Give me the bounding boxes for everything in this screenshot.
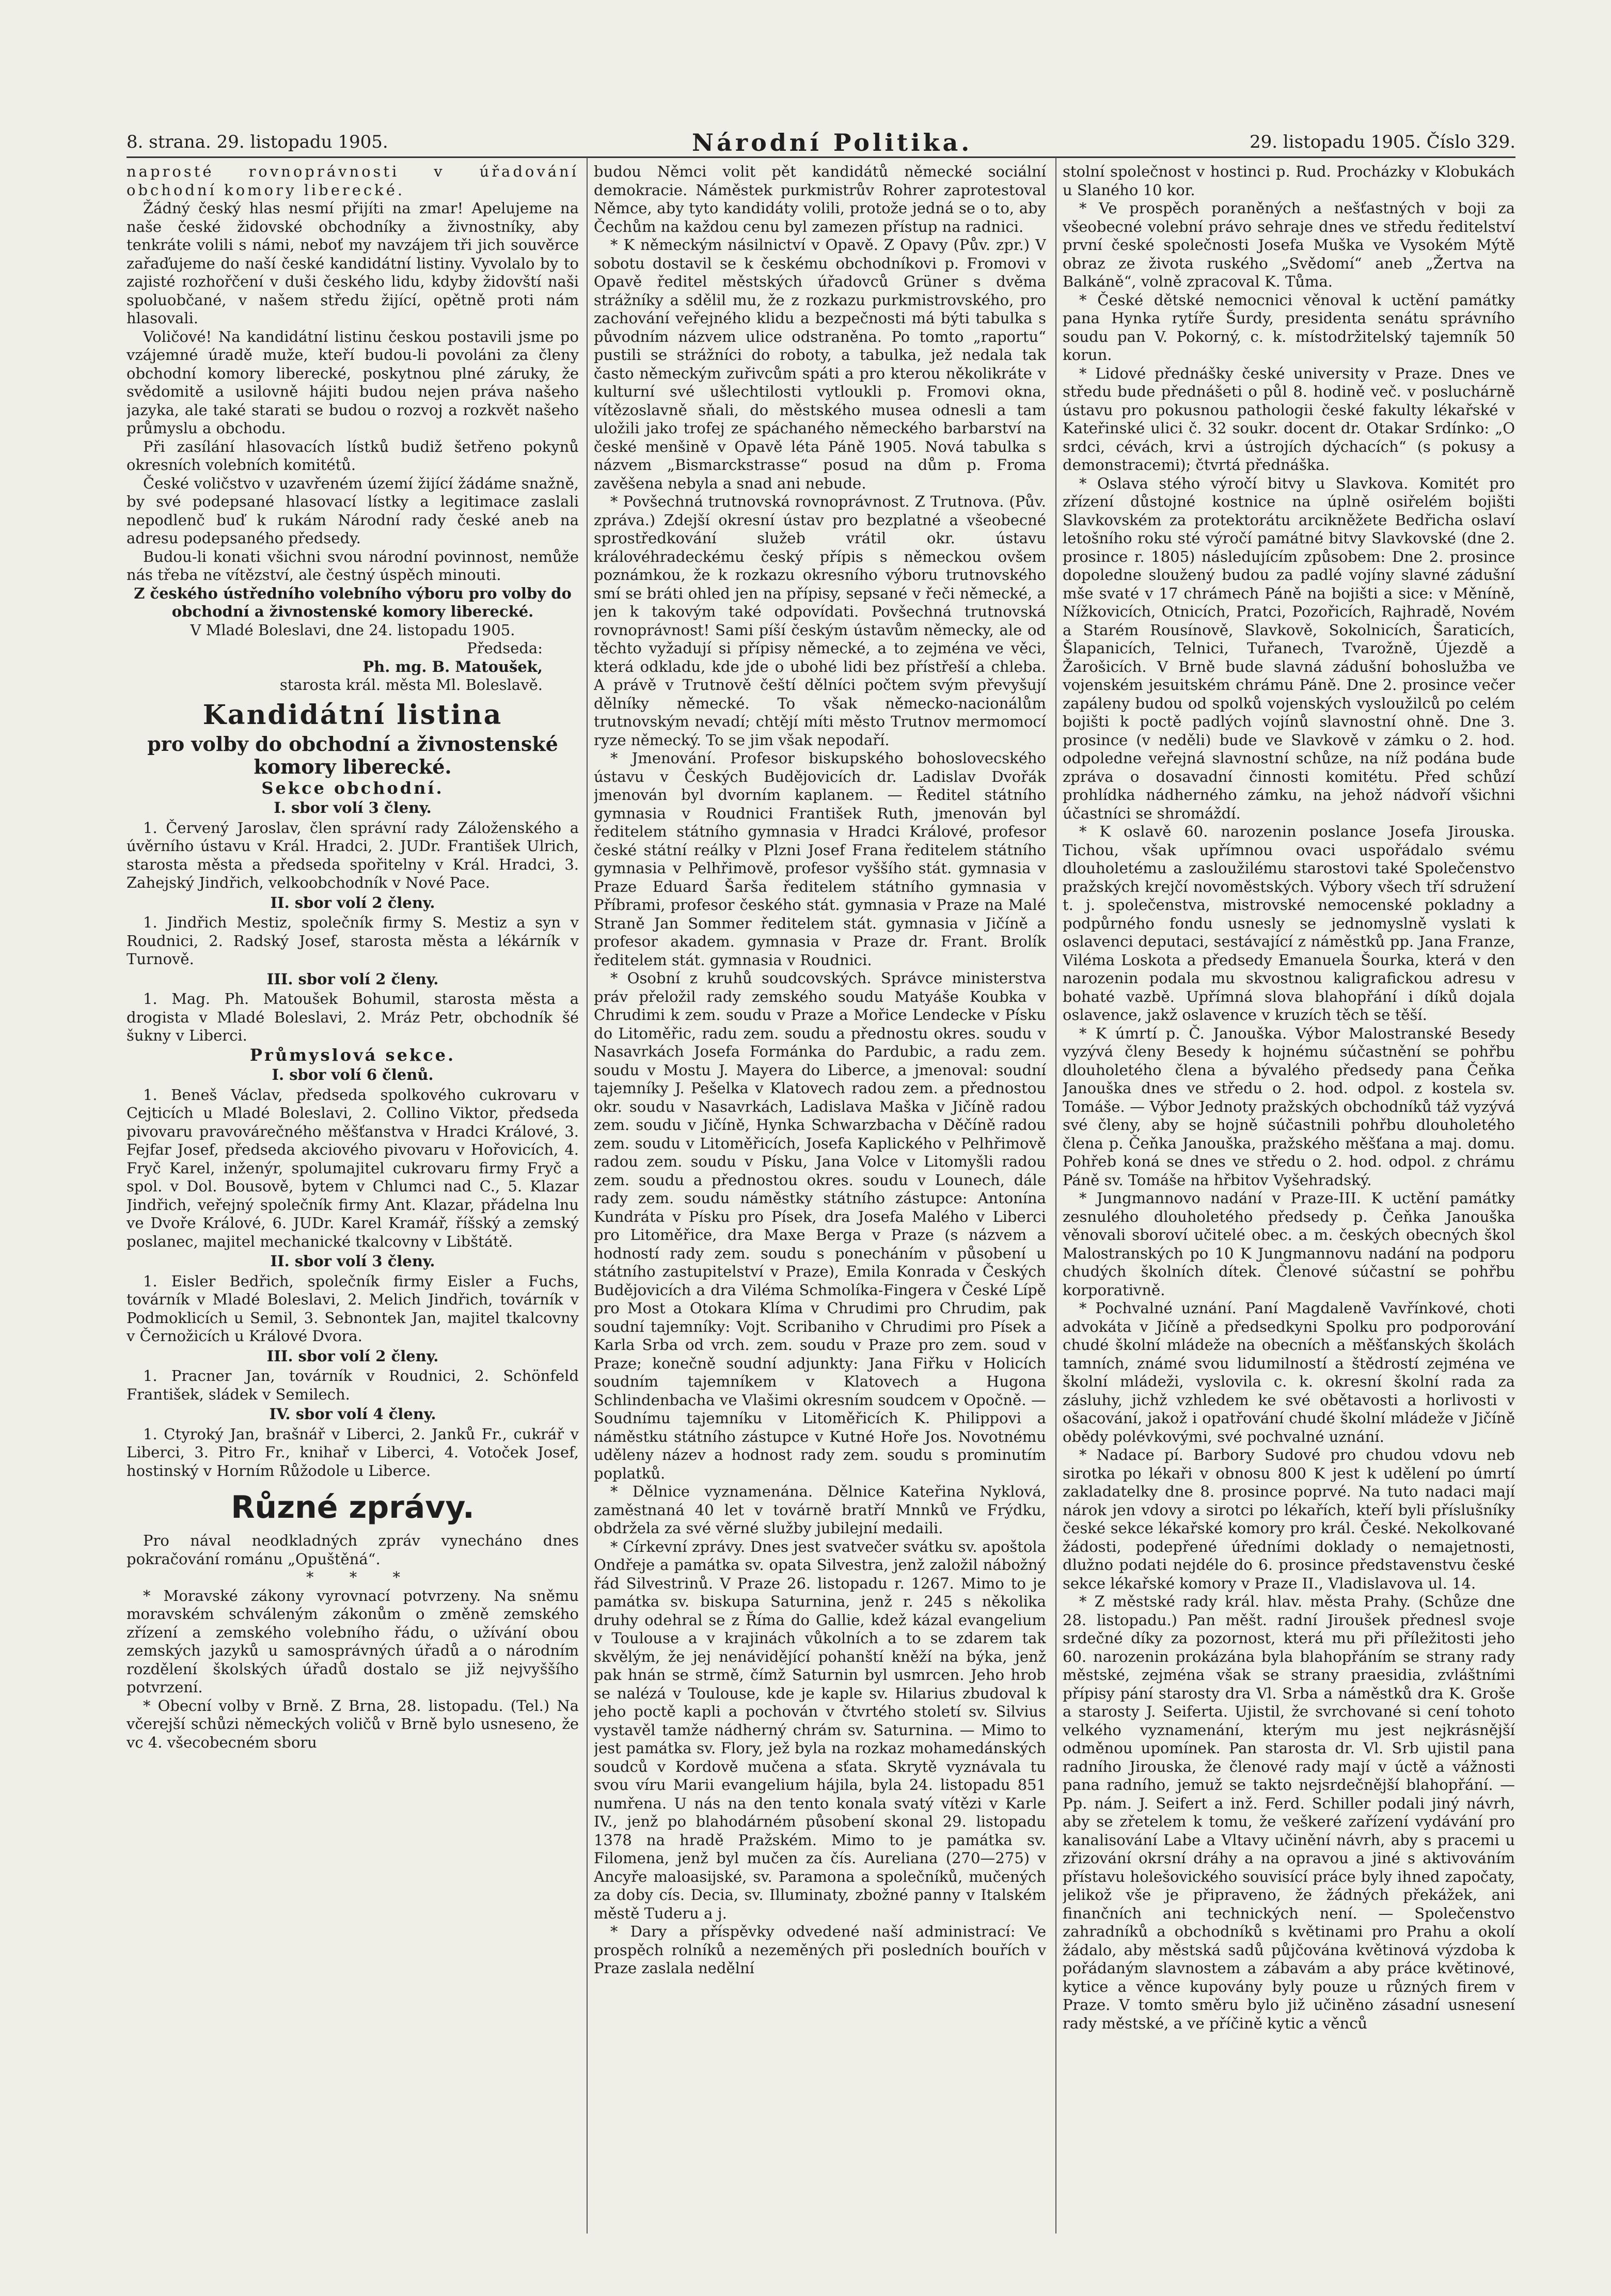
news-item: * Dělnice vyznamenána. Dělnice Kateřina Nyklová, zaměstnaná 40 let v továrně bratří Mnnků ve Frýdku, obdržela za své věrné služby jubilejní medaili. [594,1483,1046,1537]
paragraph: Pro nával neodkladných zpráv vynecháno dnes pokračování románu „Opuštěná“. [127,1532,579,1568]
paragraph: Při zasílání hlasovacích lístků budiž šetřeno pokynů okresních volebních komitétů. [127,437,579,474]
header-right: 29. listopadu 1905. Číslo 329. [1249,132,1515,152]
news-item: * Obecní volby v Brně. Z Brna, 28. listopadu. (Tel.) Na včerejší schůzi německých voličů v Brně bylo usneseno, že vc 4. všecobecném sboru [127,1696,579,1751]
group-heading: III. sbor volí 2 členy. [266,1347,439,1365]
news-item: * Nadace pí. Barbory Sudové pro chudou vdovu neb sirotka po lékaři v obnosu 800 K jest k udělení po úmrtí zakladatelky dne 8. prosince poprvé. Na tuto nadaci mají nárok jen vdovy a sirotci po lékařích, kteří byli příslušníky české sekce lékařské komory pro král. České. Nekolkované žádosti, podepřené úředními doklady o nemajetnosti, dlužno podati nejdéle do 6. prosince představenstvu české sekce lékařské komory v Praze II., Vladislavova ul. 14. [1063,1446,1515,1592]
committee-line: Z českého ústředního volebního výboru pro volby do obchodní a živnostenské komory liberecké. [134,584,572,620]
dateline: V Mladé Boleslavi, dne 24. listopadu 1905. [190,621,515,639]
group-heading: I. sbor volí 3 členy. [274,799,432,816]
paragraph: Žádný český hlas nesmí přijíti na zmar! Apelujeme na naše české židovské obchodníky a živnostníky, aby tenkráte volili s námi, neboť my navzájem tři jich souvěrce zařaďujeme do naší české kandidátní listiny. Vyvolalo by to zajisté rozhořčení v duši českého lidu, kdyby židovští naši spoluobčané, v našem středu žijící, opětně proti nám hlasovali. [127,199,579,327]
section-heading: Sekce obchodní. [261,778,444,798]
column-rule-1 [587,158,588,2234]
separator-stars: * * * [306,1568,416,1586]
header-left: 8. strana. 29. listopadu 1905. [127,132,388,152]
news-item: * K úmrtí p. Č. Janouška. Výbor Malostranské Besedy vyzývá členy Besedy k hojnému súčastnění se pohřbu dlouholetého člena a bývalého předsedy pana Čeňka Janouška dnes ve středu o 2. hod. odpol. z kostela sv. Tomáše. — Výbor Jednoty pražských obchodníků táž vyzývá své členy, aby se hojně súčastnili pohřbu dlouholetého člena p. Čeňka Janouška, pražského měšťana a maj. domu. Pohřeb koná se dnes ve středu o 2. hod. odpol. z chrámu Páně sv. Tomáše na hřbitov Vyšehradský. [1063,1024,1515,1189]
section-heading: Průmyslová sekce. [249,1045,456,1065]
news-item: * K německým násilnictví v Opavě. Z Opavy (Pův. zpr.) V sobotu dostavil se k českému obchodníkovi p. Fromovi v Opavě ředitel městských úřadovců Grüner s dvěma strážníky a sdělil mu, že z rozkazu purkmistrovského, pro zachování veřejného klidu a bezpečnosti má býti tabulka s původním názvem ulice odstraněna. Po tomto „raportu“ pustili se strážníci do roboty, a tabulka, jež nedala tak často německým zuřivcům spáti a pro kterou několikráte v kulturní své ušlechtilosti vytloukli p. Fromovi okna, vítězoslavně sňali, do městského musea odnesli a tam uložili jako trofej ze spáchaného německého barbarství na české menšině v Opavě léta Páně 1905. Nová tabulka s názvem „Bismarckstrasse“ posud na dům p. Froma zavěšena nebyla a snad ani nebude. [594,236,1046,492]
paragraph: stolní společnost v hostinci p. Rud. Procházky v Klobukách u Slaného 10 kor. [1063,163,1515,199]
news-item: * Povšechná trutnovská rovnoprávnost. Z Trutnova. (Pův. zpráva.) Zdejší okresní ústav pro bezplatné a všeobecné sprostředkování služeb vrátil okr. ústavu královéhradeckému český přípis s německou ovšem poznámkou, že k rozkazu okresního výboru trutnovského smí se bráti ohled jen na přípisy, sepsané v řeči německé, a jen k takovým také odpovídati. Povšechná trutnovská rovnoprávnost! Sami píší českým ústavům německy, ale od těchto vyžadují si přípisy německé, a to zejména ve věci, která odkladu, kde jde o ubohé lidi bez přístřeší a chleba. A právě v Trutnově čeští dělníci počtem svým převyšují dělníky německé. To však německo-nacionálům trutnovským nevadí; chtějí míti město Trutnov mermomocí ryze německý. To se jim však nepodaří. [594,493,1046,749]
news-item: * Jmenování. Profesor biskupského bohoslovecského ústavu v Českých Budějovicích dr. Ladislav Dvořák jmenován byl dvorním kaplanem. — Ředitel státního gymnasia v Roudnici František Ruth, jmenován byl ředitelem státního gymnasia v Hradci Králové, profesor české státní reálky v Plzni Josef Frana ředitelem státního gymnasia v Pelhřimově, profesor vyššího stát. gymnasia v Praze Eduard Šarša ředitelem státního gymnasia v Příbrami, profesor českého stát. gymnasia v Praze na Malé Straně Jan Sommer ředitelem stát. gymnasia v Jičíně a profesor akadem. gymnasia v Praze dr. Frant. Brolík ředitelem stát. gymnasia v Roudnici. [594,749,1046,969]
news-item: * Dary a příspěvky odvedené naší administrací: Ve prospěch rolníků a nezeměných při posledních bouřích v Praze zaslala nedělní [594,1923,1046,1977]
candidate-list-subtitle: pro volby do obchodní a živnostenské komory liberecké. [147,732,558,778]
news-item: * Pochvalné uznání. Paní Magdaleně Vavřínkové, choti advokáta v Jičíně a předsedkyni Spolku pro podporování chudé školní mládeže na obecních a měšťanských školách tamních, známé svou lidumilností a štědrostí zejména ve školní mládeži, vyslovila c. k. okresní školní rada za zásluhy, jichž vzhledem ke své obětavosti a horlivosti v ošacování, jakož i opatřování chudé školní mládeže v Jičíně obědy polévkovými, své pochvalné uznání. [1063,1299,1515,1445]
paragraph: České voličstvo v uzavřeném území žijící žádáme snažně, by své podepsané hlasovací lístky a legitimace zaslali nepodlenč buď k rukám Národní rady české aneb na adresu podepsaného předsedy. [127,474,579,547]
header-rule [127,156,1515,158]
news-item: * Lidové přednášky české university v Praze. Dnes ve středu bude přednášeti o půl 8. hodině več. v posluchárně ústavu pro pokusnou pathologii české fakulty lékařské v Kateřinské ulici č. 32 soukr. docent dr. Otakar Srdínko: „O srdci, cévách, krvi a ústrojích dýchacích“ (s pokusy a demonstracemi); čtvrtá přednáška. [1063,364,1515,474]
news-item: * České dětské nemocnici věnoval k uctění památky pana Hynka rytíře Šurdy, presidenta senátu správního soudu pan V. Pokorný, c. k. místodržitelský tajemník 50 korun. [1063,291,1515,364]
group-heading: I. sbor volí 6 členů. [272,1066,434,1083]
news-item: * Z městské rady král. hlav. města Prahy. (Schůze dne 28. listopadu.) Pan měšt. radní Jiroušek přednesl svoje srdečné díky za pozornost, která mu při příležitosti jeho 60. narozenin prokázána byla blahopřáním se strany rady městské, zejména však se strany praesidia, zvláštními přípisy pání starosty dra Vl. Srba a náměstků dra K. Groše a starosty J. Seiferta. Ujistil, že svrchované si cení tohoto velkého vyznamenání, kterým mu jest nejkrásnější odměnou upomínek. Pan starosta dr. Vl. Srb ujistil pana radního Jirouska, že členové rady mají v úctě a vážnosti pana radního, jemuž se takto nejsrdečnější blahopřání. — Pp. nám. J. Seifert a inž. Ferd. Schiller podali jiný návrh, aby se zřetelem k tomu, že veškeré zařízení vydávání pro kanalisování Labe a Vltavy učinění návrh, aby s pracemi u zřizování okrsní dráhy a na opravou a jiné s aktivováním přístavu holešovického souvisící práce byly ihned započaty, jelikož vše je připraveno, že žádných překážek, ani finančních ani technických není. — Společenstvo zahradníků a obchodníků s květinami pro Prahu a okolí žádalo, aby městská sadů půjčována květinová výzdoba k pořádaným slavnostem a zábavám a aby práce květinové, kytice a věnce kupovány byly pouze u různých firem v Praze. V tomto směru bylo již učiněno zásadní usnesení rady městské, a ve příčině kytic a věnců [1063,1593,1515,2032]
group-heading: II. sbor volí 2 členy. [270,893,435,911]
column-3 [1063,163,1515,2234]
news-item: * Církevní zprávy. Dnes jest svatvečer svátku sv. apoštola Ondřeje a památka sv. opata Silvestra, jenž založil nábožný řád Silvestrinů. V Praze 26. listopadu r. 1267. Mimo to je památka sv. biskupa Saturnina, jenž r. 245 s několika druhy odehral se z Říma do Gallie, kdež kázal evangelium v Toulouse a v krajinách vůkolních a to se zdarem tak skvělým, že jej nenávidějící pohanští kněží na býka, jenž pak hnán se strmě, čímž Saturnin byl usmrcen. Jeho hrob se nalézá v Toulouse, kde je kaple sv. Hilarius zbudoval k jeho poctě kapli a pochován v čtvrtého století sv. Silvius vystavěl tamže nádherný chrám sv. Saturnina. — Mimo to jest památka sv. Flory, jež byla na rozkaz mohamedánských soudců v Kordově mučena a sťata. Skrytě vyznávala tu svou víru Marii evangelium hájila, byla 24. listopadu 851 numřena. U nás na den tento konala svatý vítězi v Karle IV., jenž po blahodárném působení skonal 29. listopadu 1378 na hradě Pražském. Mimo to je památka sv. Filomena, jenž byl mučen za čís. Aureliana (270—275) v Ancyře maloasijské, sv. Paramona a společníků, mučených za doby cís. Decia, sv. Illuminaty, zbožné panny v Italském městě Tuderu a j. [594,1537,1046,1922]
signature-role: Předseda: [467,639,543,657]
news-item: * Moravské zákony vyrovnací potvrzeny. Na sněmu moravském schváleným zákonům o změně zemského zřízení a zemského volebního řádu, o užívání obou zemských jazyků u samosprávných úřadů a o národním rozdělení školských úřadů dostalo se již nejvyššího potvrzení. [127,1586,579,1696]
candidate-entries: 1. Mag. Ph. Matoušek Bohumil, starosta města a drogista v Mladé Boleslavi, 2. Mráz Petr, obchodník šé šukny v Liberci. [127,990,579,1044]
news-item: * K oslavě 60. narozenin poslance Josefa Jirouska. Tichou, však upřímnou ovaci uspořádalo svému dlouholetému a zasloužilému starostovi také Společenstvo pražských krejčí novoměstských. Výbory všech tří sdružení t. j. společenstva, mistrovské nemocenské pokladny a podpůrného fondu usnesly se jednomyslně vyslati k oslavenci deputaci, sestávající z náměstků pp. Jana Franze, Viléma Loskota a předsedy Emanuela Šourka, která v den narozenin podala mu skvostnou kaligrafickou adresu v bohaté vazbě. Upřímná slova blahopřání i díků dojala oslavence, jakž oslavence v kruzích těch se těší. [1063,823,1515,1024]
signature-title: starosta král. města Ml. Boleslavě. [279,676,543,694]
candidate-entries: 1. Ctyroký Jan, brašnář v Liberci, 2. Janků Fr., cukrář v Liberci, 3. Pitro Fr., knihař v Liberci, 4. Votoček Josef, hostinský v Horním Růžodole u Liberce. [127,1425,579,1480]
news-item: * Ve prospěch poraněných a nešťastných v boji za všeobecné volební právo sehraje dnes ve středu ředitelství první české společnosti Josefa Muška ve Vysokém Mýtě obraz ze života ruského „Svědomí“ aneb „Žertva na Balkáně“, volně zpracoval K. Tůma. [1063,199,1515,290]
column-rule-2 [1055,158,1056,2234]
paragraph: budou Němci volit pět kandidátů německé sociální demokracie. Náměstek purkmistrův Rohrer zaprotestoval Němce, aby tyto kandidáty volili, protože jedná se o to, aby Čechům na každou cenu byl zamezen přístup na radnici. [594,163,1046,235]
column-1 [127,163,579,2234]
intro-spaced: naprosté rovnoprávnosti v úřadování obchodní komory liberecké. [127,163,579,199]
candidate-entries: 1. Jindřich Mestiz, společník firmy S. Mestiz a syn v Roudnici, 2. Radský Josef, starosta města a lékárník v Turnově. [127,914,579,968]
candidate-entries: 1. Červený Jaroslav, člen správní rady Záloženského a úvěrního ústavu v Král. Hradci, 2. JUDr. František Ulrich, starosta města a předseda spořitelny v Král. Hradci, 3. Zahejský Jindřich, velkoobchodník v Nové Pace. [127,819,579,891]
paragraph: Budou-li konati všichni svou národní povinnost, nemůže nás třeba ne vítězství, ale čestný úspěch minouti. [127,547,579,584]
news-item: * Osobní z kruhů soudcovských. Správce ministerstva práv přeložil rady zemského soudu Matyáše Koubka v Chrudimi k zem. soudu v Praze a Mořice Lendecke v Písku do Litoměřic, radu zem. soudu a přednostu okres. soudu v Nasavrkách Josefa Formánka do Pardubic, a radu zem. soudu v Mostu J. Mayera do Liberce, a jmenoval: soudní tajemníky J. Pešelka v Klatovech radou zem. a přednostou okr. soudu v Nasavrkách, Ladislava Maška v Jičíně radou zem. soudu v Jičíně, Hynka Schwarzbacha v Děčíně radou zem. soudu v Litoměřicích, Josefa Kaplického v Pelhřimově radou zem. soudu v Písku, Jana Volce v Litomyšli radou zem. soudu a přednostou okres. soudu v Lounech, dále rady zem. soudu náměstky státního zástupce: Antonína Kundráta v Písku pro Písek, dra Josefa Malého v Liberci pro Litoměřice, dra Maxe Berga v Praze (s názvem a hodností rady zem. soudu s ponecháním v působení u státního zastupitelství v Praze), Emila Konrada v Českých Budějovicích a dra Viléma Schmolíka-Fingera v České Lípě pro Most a Otokara Klíma v Chrudimi pro Chrudim, pak soudní tajemníky: Vojt. Scribaniho v Chrudimi pro Písek a Karla Srba od vrch. zem. soudu v Praze pro zem. soud v Praze; konečně soudní adjunkty: Jana Fiřku v Holicích soudním tajemníkem v Klatovech a Hugona Schlindenbacha ve Vlašimi okresním soudcem v Opočně. — Soudnímu tajemníku v Litoměřicích K. Philippovi a náměstku státního zástupce v Kutné Hoře Jos. Novotnému uděleny název a hodnost rady zem. soudu s prominutím poplatků. [594,969,1046,1482]
candidate-list-title: Kandidátní listina [202,699,503,731]
page-header [127,129,1515,156]
group-heading: IV. sbor volí 4 členy. [269,1405,436,1423]
candidate-entries: 1. Eisler Bedřich, společník firmy Eisler a Fuchs, továrník v Mladé Boleslavi, 2. Melich Jindřich, továrník v Podmoklicích u Semil, 3. Sebnontek Jan, majitel tkalcovny v Černožicích u Králové Dvora. [127,1272,579,1345]
paragraph: Voličové! Na kandidátní listinu českou postavili jsme po vzájemné úradě muže, kteří budou-li povoláni za členy obchodní komory liberecké, poskytnou plné záruky, že svědomitě a usilovně hájiti budou nejen práva našeho jazyka, ale také starati se budou o rozvoj a rozkvět našeho průmyslu a obchodu. [127,327,579,437]
candidate-entries: 1. Pracner Jan, továrník v Roudnici, 2. Schönfeld František, sládek v Semilech. [127,1367,579,1403]
group-heading: II. sbor volí 3 členy. [270,1252,435,1270]
various-news-heading: Různé zprávy. [231,1489,475,1526]
news-item: * Oslava stého výročí bitvy u Slavkova. Komitét pro zřízení důstojné kostnice na úplně osiřelém bojišti Slavkovském za protektorátu arcikněžete Bedřicha oslaví letošního roku sté výročí památné bitvy Slavkovské (dne 2. prosince r. 1805) následujícím způsobem: Dne 2. prosince dopoledne sloužený budou za padlé vojíny slavné zádušní mše svaté v 17 chrámech Páně na bojišti a sice: v Měníně, Nížkovicích, Otnicích, Pratci, Pozořicích, Rajhradě, Novém a Starém Rousínově, Slavkově, Sokolnicích, Šaraticích, Šlapanicích, Telnici, Tuřanech, Tvarožně, Újezdě a Žarošicích. V Brně bude slavná zádušní bohoslužba ve vojenském jesuitském chrámu Páně. Dne 2. prosince večer zapáleny budou od spolků vojenských vysloužilců po celém bojišti k poctě padlých vojínů slavnostní ohně. Dne 3. prosince (v neděli) bude ve Slavkově v zámku o 2. hod. odpoledne veřejná slavnostní schůze, na níž podána bude zpráva o dosavadní činnosti komitétu. Před schůzí prohlídka nádherného zámku, na jehož nádvoří všichni účastníci se shromáždí. [1063,474,1515,822]
news-item: * Jungmannovo nadání v Praze-III. K uctění památky zesnulého dlouholetého předsedy p. Čeňka Janouška věnovali sboroví učitelé obec. a m. českých obecných škol Malostranských po 10 K Jungmannovu nadání na podporu chudých školních dítek. Členové súčastní se pohřbu korporativně. [1063,1189,1515,1299]
group-heading: III. sbor volí 2 členy. [266,970,439,988]
masthead-title: Národní Politika. [692,129,973,156]
candidate-entries: 1. Beneš Václav, předseda spolkového cukrovaru v Cejticích u Mladé Boleslavi, 2. Collino Viktor, předseda pivovaru pravovárečného měšťanstva v Hradci Králové, 3. Fejfar Josef, předseda akciového pivovaru v Hořovicích, 4. Fryč Karel, inženýr, spolumajitel cukrovaru firmy Fryč a spol. v Dol. Bousově, bytem v Chlumci nad C., 5. Klazar Jindřich, veřejný společník firmy Ant. Klazar, přádelna lnu ve Dvoře Králové, 6. JUDr. Karel Kramář, říšský a zemský poslanec, majitel mechanické tkalcovny v Libštátě. [127,1086,579,1250]
signature-name: Ph. mg. B. Matoušek, [362,657,543,675]
column-2 [594,163,1046,2234]
